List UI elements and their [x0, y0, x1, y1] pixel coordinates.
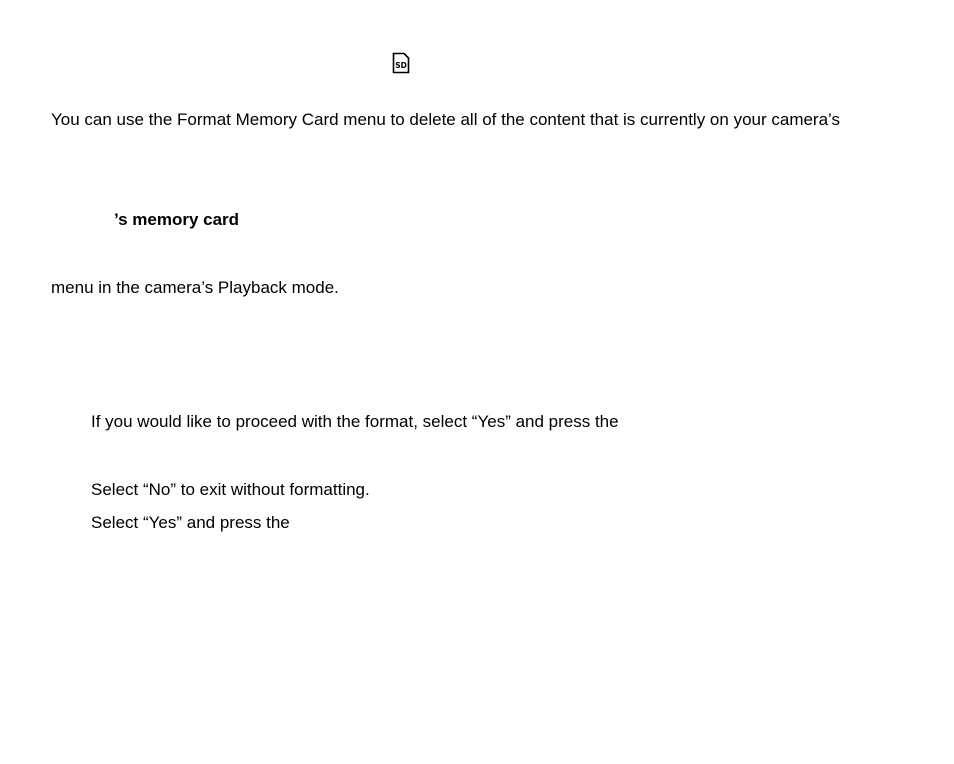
- menu-location-text: menu in the camera’s Playback mode.: [51, 278, 339, 297]
- svg-text:SD: SD: [395, 61, 407, 70]
- sd-card-icon: [392, 52, 410, 74]
- step-no-text: Select “No” to exit without formatting.: [91, 480, 370, 499]
- intro-text: You can use the Format Memory Card menu to delete all of the content that is currently on your camera’s: [51, 110, 841, 129]
- subheading-memory-card: ’s memory card: [114, 210, 240, 229]
- step-yes-text: Select “Yes” and press the: [91, 513, 290, 532]
- step-proceed-text: If you would like to proceed with the format, select “Yes” and press the: [91, 412, 619, 431]
